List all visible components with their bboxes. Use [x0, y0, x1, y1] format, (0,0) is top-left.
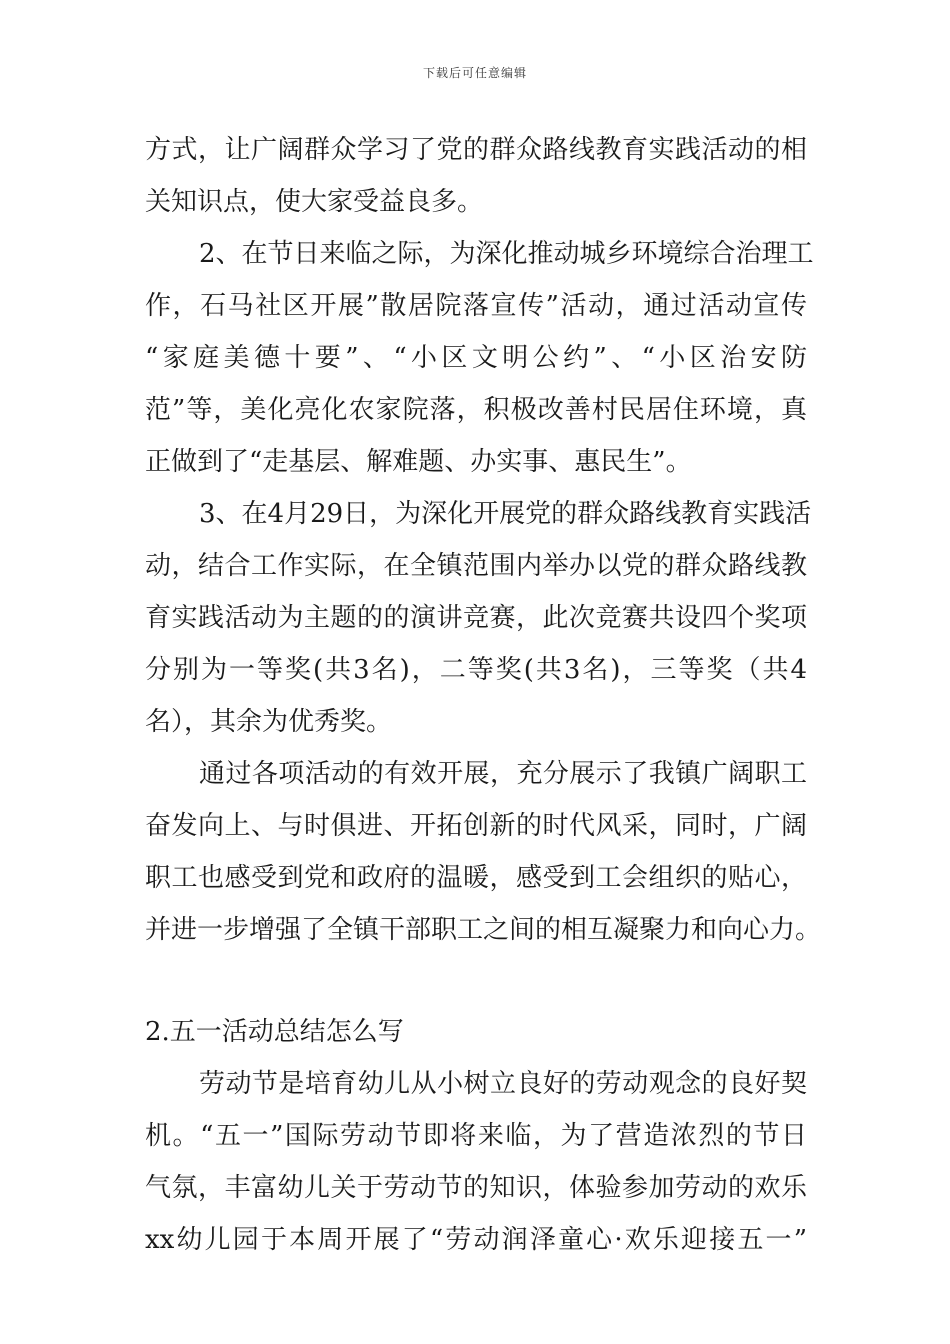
paragraph-line: 育实践活动为主题的的演讲竞赛，此次竞赛共设四个奖项	[145, 603, 807, 633]
paragraph-line: 2、在节日来临之际，为深化推动城乡环境综合治理工	[199, 239, 814, 269]
paragraph-line: 关知识点，使大家受益良多。	[145, 187, 484, 217]
paragraph-line: xx幼儿园于本周开展了“劳动润泽童心·欢乐迎接五一”	[145, 1225, 807, 1255]
paragraph-line: 通过各项活动的有效开展，充分展示了我镇广阔职工	[199, 759, 807, 789]
paragraph-line: 气氛，丰富幼儿关于劳动节的知识，体验参加劳动的欢乐	[145, 1173, 807, 1203]
document-body	[145, 124, 822, 1266]
paragraph-line: 职工也感受到党和政府的温暖，感受到工会组织的贴心，	[145, 863, 807, 893]
paragraph-line: 劳动节是培育幼儿从小树立良好的劳动观念的良好契	[199, 1069, 807, 1099]
paragraph-line: 动，结合工作实际，在全镇范围内举办以党的群众路线教	[145, 551, 807, 581]
paragraph-line: 作，石马社区开展”散居院落宣传”活动，通过活动宣传	[145, 291, 807, 321]
paragraph-line: 名），其余为优秀奖。	[145, 707, 393, 737]
paragraph-line: 分别为一等奖(共3名)，二等奖(共3名)，三等奖（共4	[145, 655, 807, 685]
section-heading: 2.五一活动总结怎么写	[145, 1017, 404, 1047]
page-header-note: 下载后可任意编辑	[422, 66, 527, 80]
paragraph-line: 正做到了“走基层、解难题、办实事、惠民生”。	[145, 447, 692, 477]
paragraph-line: 并进一步增强了全镇干部职工之间的相互凝聚力和向心力。	[145, 915, 822, 945]
paragraph-line: 3、在4月29日，为深化开展党的群众路线教育实践活	[199, 499, 812, 529]
paragraph-line: 奋发向上、与时俱进、开拓创新的时代风采，同时，广阔	[145, 811, 807, 841]
paragraph-line: 范”等，美化亮化农家院落，积极改善村民居住环境，真	[145, 395, 807, 425]
paragraph-line: 方式，让广阔群众学习了党的群众路线教育实践活动的相	[145, 135, 807, 165]
paragraph-line: “家庭美德十要”、“小区文明公约”、“小区治安防	[145, 343, 807, 373]
paragraph-line: 机。“五一”国际劳动节即将来临，为了营造浓烈的节日	[145, 1121, 807, 1151]
